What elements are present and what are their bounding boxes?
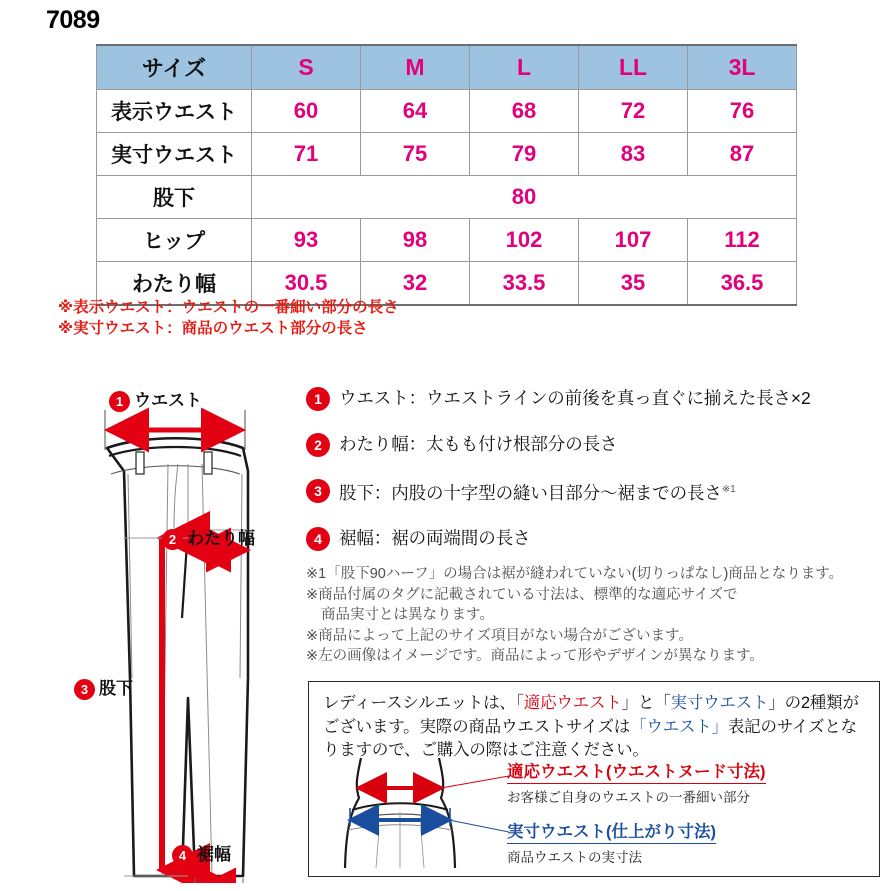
cell-jissun-waist-m: 75 bbox=[361, 133, 470, 176]
cell-hyouji-waist-3l: 76 bbox=[688, 90, 797, 133]
product-code: 7089 bbox=[46, 6, 100, 34]
badge-2: 2 bbox=[162, 529, 183, 550]
callout-jissun-title: 実寸ウエスト(仕上がり寸法) bbox=[507, 818, 716, 844]
legend-item-hem bbox=[306, 526, 886, 551]
header-size-s: S bbox=[252, 45, 361, 90]
callout-tekiou-waist bbox=[507, 758, 766, 806]
cell-watari-s: 30.5 bbox=[252, 262, 361, 306]
cell-hip-s: 93 bbox=[252, 219, 361, 262]
intro-part-3: 」の2種類がございます。実際の商品ウエストサイズは bbox=[323, 694, 859, 736]
table-note-line-2: ※実寸ウエスト：商品のウエスト部分の長さ bbox=[58, 320, 368, 337]
footnote-line-4: ※左の画像はイメージです。商品によって形やデザインが異なります。 bbox=[306, 648, 764, 664]
badge-4: 4 bbox=[306, 527, 330, 551]
legend-item-watari bbox=[306, 432, 886, 457]
diagram-label-watari bbox=[162, 524, 255, 550]
diagram-label-watari-text: わたり幅 bbox=[187, 529, 255, 548]
size-table-body bbox=[97, 90, 797, 306]
cell-hyouji-waist-s: 60 bbox=[252, 90, 361, 133]
intro-part-4: 表記のサイズとなりますので、ご購入の際はご注意ください。 bbox=[323, 717, 857, 759]
cell-inseam-all: 80 bbox=[252, 176, 797, 219]
size-table bbox=[96, 44, 797, 306]
cell-watari-l: 33.5 bbox=[470, 262, 579, 306]
table-row bbox=[97, 219, 797, 262]
legend-footnote-marker: ※1 bbox=[721, 484, 736, 495]
cell-hyouji-waist-m: 64 bbox=[361, 90, 470, 133]
legend-text-waist: ウエスト：ウエストラインの前後を真っ直ぐに揃えた長さ×2 bbox=[339, 388, 811, 408]
measurement-legend-list bbox=[306, 386, 886, 572]
header-size-l: L bbox=[470, 45, 579, 90]
diagram-label-waist-text: ウエスト bbox=[134, 391, 202, 410]
cell-jissun-waist-3l: 87 bbox=[688, 133, 797, 176]
waist-silhouette-illustration bbox=[319, 754, 509, 872]
legend-text-watari: わたり幅：太もも付け根部分の長さ bbox=[339, 434, 618, 454]
cell-hip-m: 98 bbox=[361, 219, 470, 262]
badge-1: 1 bbox=[109, 391, 130, 412]
pants-illustration-svg bbox=[62, 378, 312, 883]
legend-item-inseam bbox=[306, 478, 886, 505]
diagram-label-inseam bbox=[74, 674, 133, 700]
row-label-watari: わたり幅 bbox=[97, 262, 252, 306]
footnote-line-2b: 商品実寸とは異なります。 bbox=[321, 607, 494, 623]
badge-3: 3 bbox=[74, 679, 95, 700]
cell-watari-m: 32 bbox=[361, 262, 470, 306]
legend-text-inseam bbox=[339, 478, 736, 505]
callout-jissun-sub: 商品ウエストの実寸法 bbox=[507, 850, 642, 865]
cell-hyouji-waist-ll: 72 bbox=[579, 90, 688, 133]
table-row bbox=[97, 133, 797, 176]
row-label-inseam: 股下 bbox=[97, 176, 252, 219]
pants-measurement-diagram bbox=[62, 378, 312, 883]
intro-highlight-tekiou: 適応ウエスト bbox=[523, 694, 622, 712]
footnotes-block bbox=[306, 564, 886, 667]
cell-jissun-waist-l: 79 bbox=[470, 133, 579, 176]
diagram-label-hem-text: 裾幅 bbox=[197, 845, 231, 864]
cell-hip-3l: 112 bbox=[688, 219, 797, 262]
row-label-jissun-waist: 実寸ウエスト bbox=[97, 133, 252, 176]
diagram-label-inseam-text: 股下 bbox=[99, 679, 133, 698]
diagram-label-hem bbox=[172, 840, 231, 866]
intro-part-2: 」と「 bbox=[621, 694, 671, 712]
size-table-head bbox=[97, 45, 797, 90]
cell-watari-ll: 35 bbox=[579, 262, 688, 306]
header-size-label: サイズ bbox=[97, 45, 252, 90]
size-table-container bbox=[96, 44, 796, 306]
intro-highlight-waist: 「ウエスト」 bbox=[630, 717, 728, 736]
table-note-line-1: ※表示ウエスト：ウエストの一番細い部分の長さ bbox=[58, 299, 399, 316]
diagram-label-waist bbox=[109, 386, 202, 412]
badge-1: 1 bbox=[306, 387, 330, 411]
table-header-row bbox=[97, 45, 797, 90]
cell-jissun-waist-ll: 83 bbox=[579, 133, 688, 176]
intro-highlight-jissun: 実寸ウエスト bbox=[670, 694, 769, 712]
header-size-m: M bbox=[361, 45, 470, 90]
footnote-line-1: ※1「股下90ハーフ」の場合は裾が縫われていない(切りっぱなし)商品となります。 bbox=[306, 566, 844, 582]
badge-3: 3 bbox=[306, 479, 330, 503]
legend-item-waist bbox=[306, 386, 886, 411]
cell-hyouji-waist-l: 68 bbox=[470, 90, 579, 133]
badge-2: 2 bbox=[306, 433, 330, 457]
legend-text-inseam-main: 股下：内股の十字型の縫い目部分〜裾までの長さ bbox=[339, 482, 722, 503]
footnote-line-2: ※商品付属のタグに記載されている寸法は、標準的な適応サイズで bbox=[306, 586, 738, 603]
row-label-hyouji-waist: 表示ウエスト bbox=[97, 90, 252, 133]
badge-4: 4 bbox=[172, 845, 193, 866]
table-row bbox=[97, 90, 797, 133]
table-notes bbox=[58, 297, 399, 339]
cell-watari-3l: 36.5 bbox=[688, 262, 797, 306]
callout-jissun-waist bbox=[507, 818, 716, 866]
intro-part-1: レディースシルエットは、「 bbox=[323, 694, 524, 712]
cell-hip-l: 102 bbox=[470, 219, 579, 262]
row-label-hip: ヒップ bbox=[97, 219, 252, 262]
table-row bbox=[97, 176, 797, 219]
header-size-ll: LL bbox=[579, 45, 688, 90]
footnote-line-3: ※商品によって上記のサイズ項目がない場合がございます。 bbox=[306, 627, 693, 644]
callout-tekiou-title: 適応ウエスト(ウエストヌード寸法) bbox=[507, 758, 766, 784]
cell-hip-ll: 107 bbox=[579, 219, 688, 262]
legend-text-hem: 裾幅：裾の両端間の長さ bbox=[339, 527, 531, 548]
ladies-intro-text bbox=[323, 692, 869, 763]
cell-jissun-waist-s: 71 bbox=[252, 133, 361, 176]
header-size-3l: 3L bbox=[688, 45, 797, 90]
callout-tekiou-sub: お客様ご自身のウエストの一番細い部分 bbox=[507, 790, 750, 805]
ladies-silhouette-box bbox=[308, 681, 880, 877]
